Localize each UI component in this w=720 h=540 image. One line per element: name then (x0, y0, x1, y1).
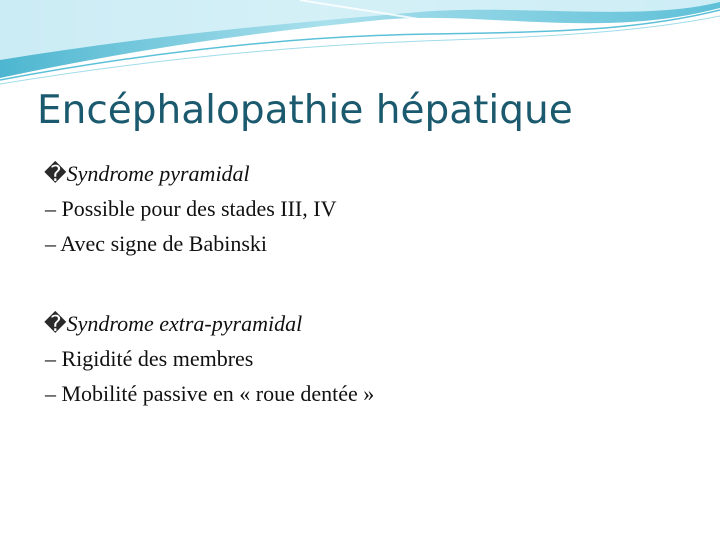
bullet-icon: � (44, 161, 67, 186)
list-item: – Rigidité des membres (45, 346, 254, 371)
list-item: – Possible pour des stades III, IV (45, 196, 337, 221)
slide-content (44, 156, 684, 411)
list-item: – Avec signe de Babinski (45, 231, 267, 256)
section-heading-text: Syndrome extra-pyramidal (66, 311, 303, 336)
slide-title: Encéphalopathie hépatique (37, 88, 573, 133)
section-heading (44, 306, 684, 341)
section-heading (44, 156, 684, 191)
header-wave-decoration (0, 0, 720, 90)
section-heading-text: Syndrome pyramidal (66, 161, 250, 186)
bullet-icon: � (44, 311, 67, 336)
section-spacer (44, 261, 684, 306)
list-item: – Mobilité passive en « roue dentée » (45, 381, 375, 406)
